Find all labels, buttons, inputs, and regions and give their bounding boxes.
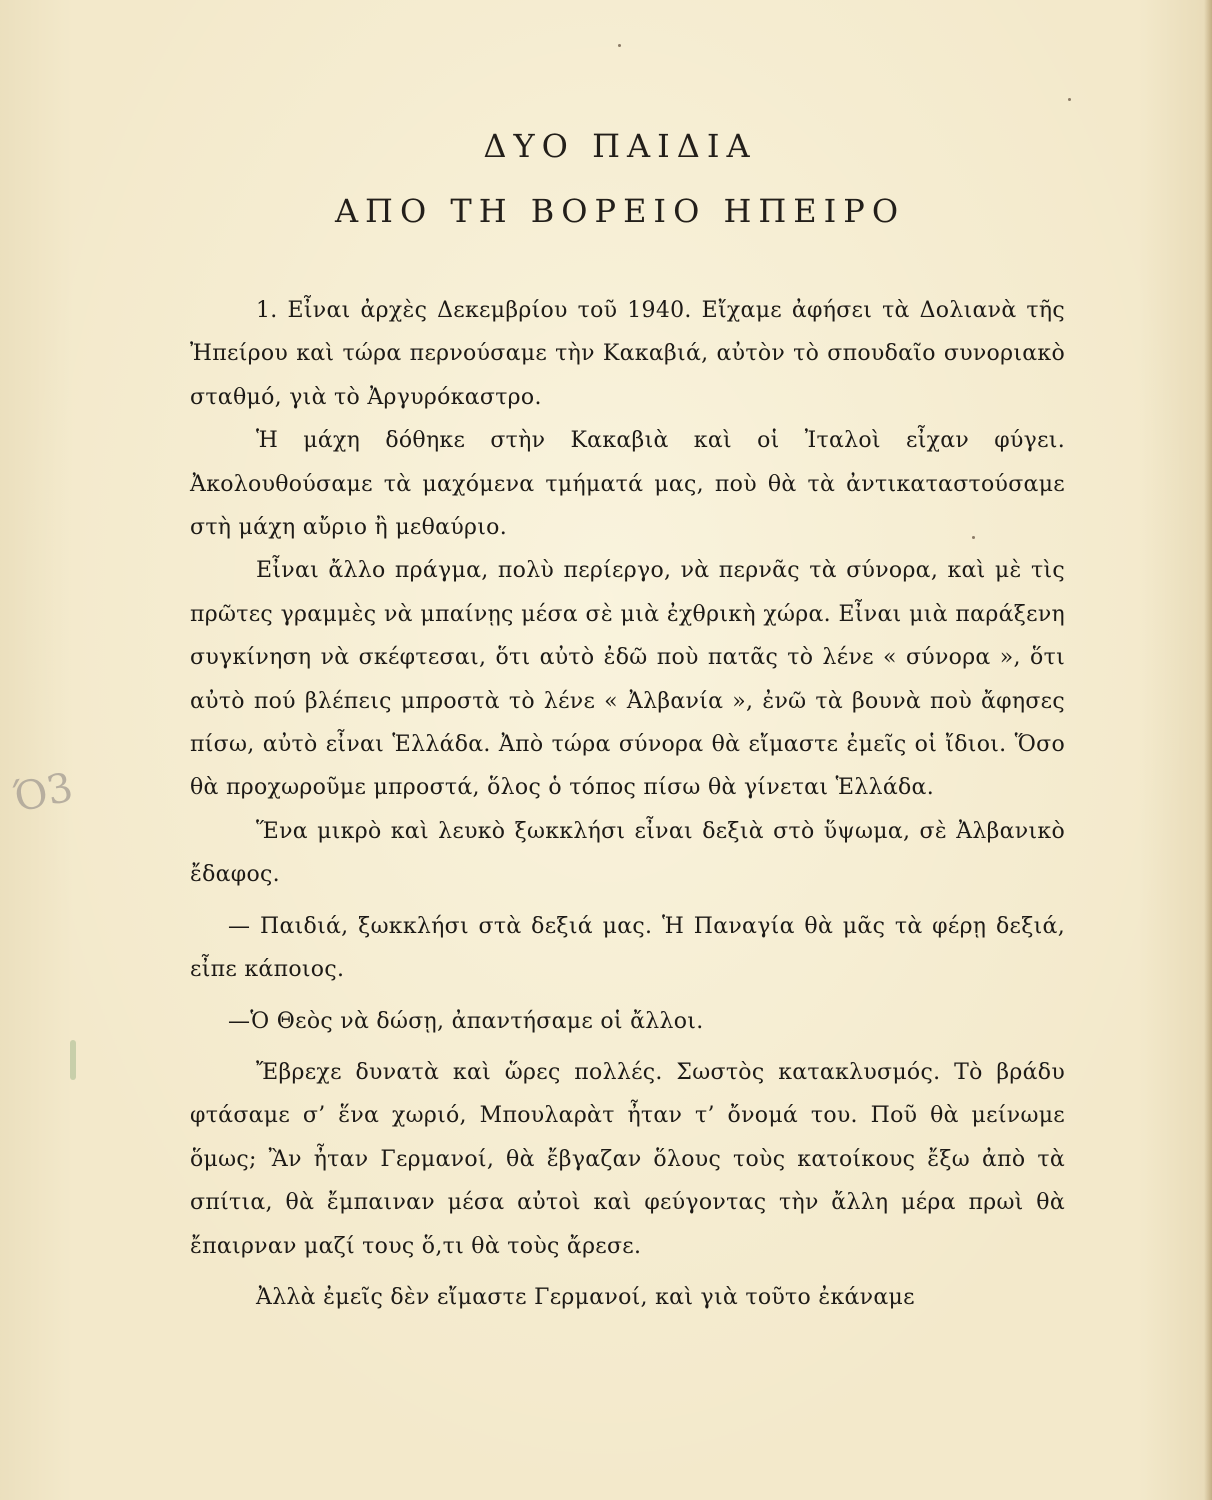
paragraph-2: Ἡ μάχη δόθηκε στὴν Κακαβιὰ καὶ οἱ Ἰταλοὶ εἶχαν φύγει. Ἀκολουθούσαμε τὰ μαχόμενα τμήματά μας, ποὺ θὰ τὰ ἀντικαταστούσαμε στὴ μάχη αὔριο ἢ μεθαύριο. — [190, 428, 1065, 541]
paragraph-4: Ἕνα μικρὸ καὶ λευκὸ ξωκκλήσι εἶναι δεξιὰ στὸ ὕψωμα, σὲ Ἀλβανικὸ ἔδαφος. — [190, 818, 1065, 888]
paper-stain — [70, 1040, 76, 1080]
chapter-title-line-2: ΑΠΟ ΤΗ ΒΟΡΕΙΟ ΗΠΕΙΡΟ — [334, 192, 906, 230]
paragraph-1: 1. Εἶναι ἀρχὲς Δεκεμβρίου τοῦ 1940. Εἴχαμε ἀφήσει τὰ Δολιανὰ τῆς Ἠπείρου καὶ τώρα περνούσαμε τὴν Κακαβιά, αὐτὸν τὸ σπουδαῖο συνοριακὸ σταθμό, γιὰ τὸ Ἀργυρόκαστρο. — [190, 298, 1065, 410]
paper-speck — [618, 44, 621, 47]
paragraph-6: Ἀλλὰ ἐμεῖς δὲν εἴμαστε Γερμανοί, καὶ γιὰ τοῦτο ἐκάναμε — [256, 1284, 915, 1310]
dialogue-line-1: — Παιδιά, ξωκκλήσι στὰ δεξιά μας. Ἡ Παναγία θὰ μᾶς τὰ φέρῃ δεξιά, εἶπε κάποιος. — [190, 913, 1065, 983]
chapter-title-line-1: ΔΥΟ ΠΑΙΔΙΑ — [483, 127, 757, 165]
paragraph-5: Ἔβρεχε δυνατὰ καὶ ὥρες πολλές. Σωστὸς κατακλυσμός. Τὸ βράδυ φτάσαμε σ’ ἕνα χωριό, Μπουλαρὰτ ἦταν τ’ ὄνομά του. Ποῦ θὰ μείνωμε ὅμως; Ἂν ἦταν Γερμανοί, θὰ ἔβγαζαν ὅλους τοὺς κατοίκους ἔξω ἀπὸ τὰ σπίτια, θὰ ἔμπαιναν μέσα αὐτοὶ καὶ φεύγοντας τὴν ἄλλη μέρα πρωὶ θὰ ἔπαιρναν μαζί τους ὅ,τι θὰ τοὺς ἄρεσε. — [190, 1059, 1065, 1259]
paper-speck — [972, 536, 975, 539]
dialogue-line-2: —Ὁ Θεὸς νὰ δώσῃ, ἀπαντήσαμε οἱ ἄλλοι. — [228, 1008, 704, 1034]
paper-speck — [1068, 98, 1071, 101]
paragraph-3: Εἶναι ἄλλο πράγμα, πολὺ περίεργο, νὰ περνᾶς τὰ σύνορα, καὶ μὲ τὶς πρῶτες γραμμὲς νὰ μπαίνῃς μέσα σὲ μιὰ ἐχθρικὴ χώρα. Εἶναι μιὰ παράξενη συγκίνηση νὰ σκέφτεσαι, ὅτι αὐτὸ ἐδῶ ποὺ πατᾶς τὸ λένε « σύνορα », ὅτι αὐτὸ πού βλέπεις μπροστὰ τὸ λένε « Ἀλβανία », ἐνῶ τὰ βουνὰ ποὺ ἄφησες πίσω, αὐτὸ εἶναι Ἑλλάδα. Ἀπὸ τώρα σύνορα θὰ εἴμαστε ἐμεῖς οἱ ἴδιοι. Ὅσο θὰ προχωροῦμε μπροστά, ὅλος ὁ τόπος πίσω θὰ γίνεται Ἑλλάδα. — [190, 558, 1065, 801]
body-text — [190, 289, 1065, 1319]
margin-pencil-mark: Ό3 — [9, 764, 78, 822]
